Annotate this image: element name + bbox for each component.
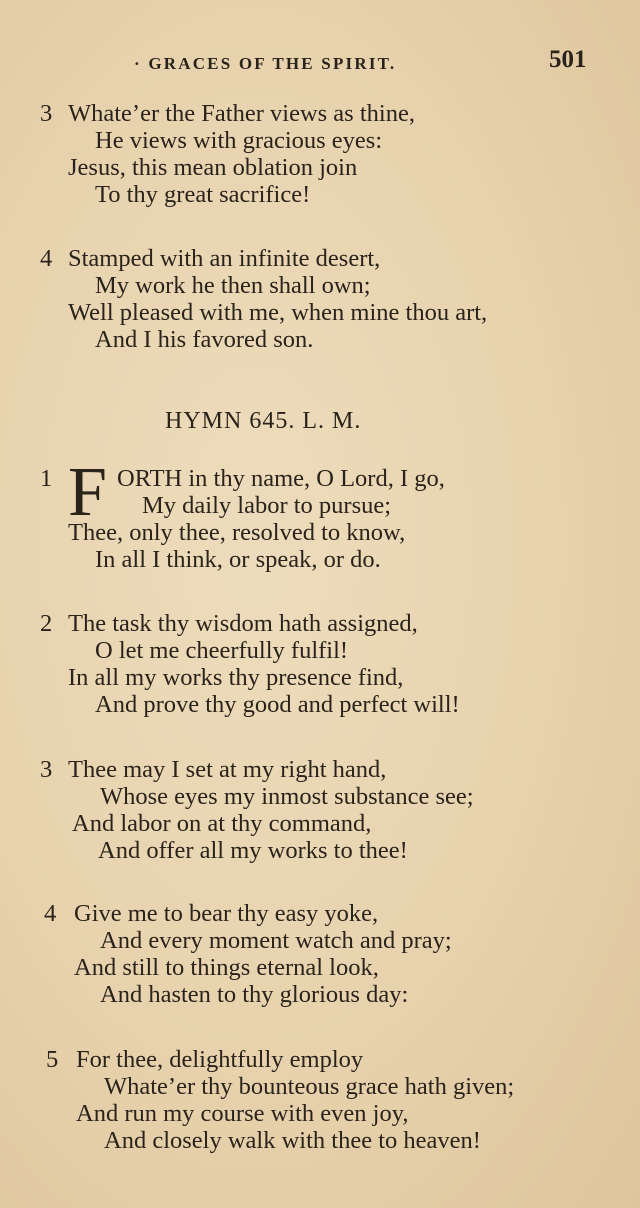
stanza-number: 2 xyxy=(40,610,53,637)
verse-line: Give me to bear thy easy yoke, xyxy=(74,900,379,927)
stanza-number: 4 xyxy=(40,245,53,272)
verse-line: And hasten to thy glorious day: xyxy=(100,981,409,1008)
verse-line: And labor on at thy command, xyxy=(72,810,372,837)
verse-line: And every moment watch and pray; xyxy=(100,927,452,954)
verse-line: ORTH in thy name, O Lord, I go, xyxy=(117,465,445,492)
verse-line: My work he then shall own; xyxy=(95,272,371,299)
page-number: 501 xyxy=(549,46,587,73)
verse-line: In all my works thy presence find, xyxy=(68,664,404,691)
verse-line: For thee, delightfully employ xyxy=(76,1046,364,1073)
verse-line: And prove thy good and perfect will! xyxy=(95,691,460,718)
verse-line: To thy great sacrifice! xyxy=(95,181,311,208)
verse-line: Whate’er thy bounteous grace hath given; xyxy=(104,1073,515,1100)
verse-line: My daily labor to pursue; xyxy=(142,492,392,519)
hymn-title: HYMN 645. L. M. xyxy=(165,408,362,434)
stanza-number: 5 xyxy=(46,1046,59,1073)
page-header xyxy=(0,44,640,84)
verse-line: He views with gracious eyes: xyxy=(95,127,383,154)
verse-line: And closely walk with thee to heaven! xyxy=(104,1127,481,1154)
verse-line: And offer all my works to thee! xyxy=(98,837,408,864)
verse-line: Well pleased with me, when mine thou art, xyxy=(68,299,488,326)
stanza-number: 4 xyxy=(44,900,57,927)
verse-line: Thee may I set at my right hand, xyxy=(68,756,387,783)
verse-line: And run my course with even joy, xyxy=(76,1100,409,1127)
verse-line: And I his favored son. xyxy=(95,326,314,353)
stanza-number: 3 xyxy=(40,756,53,783)
verse-line: O let me cheerfully fulfil! xyxy=(95,637,349,664)
verse-line: Thee, only thee, resolved to know, xyxy=(68,519,406,546)
verse-line: Jesus, this mean oblation join xyxy=(68,154,358,181)
stanza-number: 1 xyxy=(40,465,53,492)
verse-line: Whate’er the Father views as thine, xyxy=(68,100,415,127)
drop-cap: F xyxy=(68,454,107,531)
verse-line: Stamped with an infinite desert, xyxy=(68,245,381,272)
verse-line: In all I think, or speak, or do. xyxy=(95,546,381,573)
verse-line: The task thy wisdom hath assigned, xyxy=(68,610,418,637)
running-title: · GRACES OF THE SPIRIT. xyxy=(134,54,397,73)
verse-line: And still to things eternal look, xyxy=(74,954,379,981)
stanza-number: 3 xyxy=(40,100,53,127)
verse-line: Whose eyes my inmost substance see; xyxy=(100,783,474,810)
